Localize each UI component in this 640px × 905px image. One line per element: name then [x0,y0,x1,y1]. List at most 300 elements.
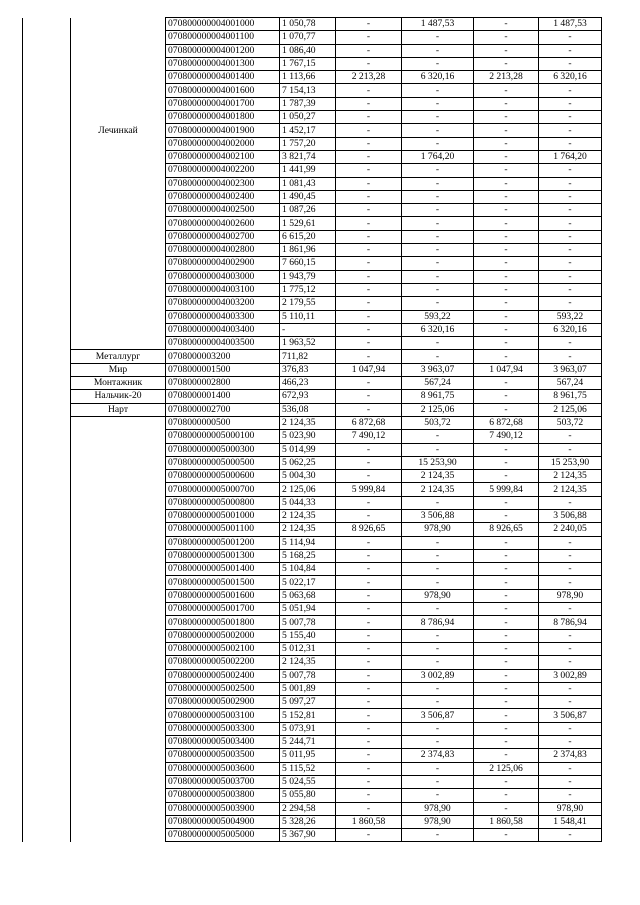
org-name-cell [71,549,166,562]
value-1-cell: 1 767,15 [280,57,336,70]
value-3-cell: 6 320,16 [402,323,474,336]
value-2-cell: - [336,204,402,217]
value-1-cell: 5 063,68 [280,589,336,602]
table-row [23,470,602,483]
value-5-cell: 2 125,06 [539,403,602,416]
value-5-cell: 1 487,53 [539,18,602,31]
code-cell: 070800000005001700 [166,603,280,616]
row-margin-cell [23,656,71,669]
org-name-cell: Металлург [71,350,166,363]
value-1-cell: 5 001,89 [280,682,336,695]
value-1-cell: 5 097,27 [280,696,336,709]
value-3-cell: - [402,57,474,70]
value-5-cell: 2 374,83 [539,749,602,762]
value-4-cell: - [474,682,539,695]
row-margin-cell [23,377,71,390]
value-1-cell: 536,08 [280,403,336,416]
row-margin-cell [23,589,71,602]
code-cell: 070800000005001400 [166,563,280,576]
row-margin-cell [23,416,71,429]
value-4-cell: - [474,709,539,722]
table-row [23,775,602,788]
org-name-cell [71,802,166,815]
org-name-cell [71,150,166,163]
value-5-cell: - [539,430,602,443]
value-4-cell: - [474,377,539,390]
value-4-cell: - [474,496,539,509]
value-3-cell: - [402,244,474,257]
code-cell: 070800000005003700 [166,775,280,788]
value-3-cell: - [402,111,474,124]
value-4-cell: - [474,310,539,323]
value-1-cell: 466,23 [280,377,336,390]
code-cell: 070800000004003100 [166,283,280,296]
value-1-cell: 1 775,12 [280,283,336,296]
value-4-cell: - [474,204,539,217]
value-3-cell: - [402,775,474,788]
value-2-cell: - [336,696,402,709]
code-cell: 070800000005001100 [166,523,280,536]
value-2-cell: - [336,642,402,655]
value-2-cell: - [336,536,402,549]
value-1-cell: 5 024,55 [280,775,336,788]
org-name-cell [71,762,166,775]
value-5-cell: - [539,762,602,775]
value-1-cell: 5 110,11 [280,310,336,323]
org-name-cell [71,829,166,842]
value-5-cell: 593,22 [539,310,602,323]
row-margin-cell [23,297,71,310]
code-cell: 070800000005002200 [166,656,280,669]
value-1-cell: 672,93 [280,390,336,403]
value-5-cell: 503,72 [539,416,602,429]
value-3-cell: - [402,97,474,110]
value-1-cell: 1 070,77 [280,31,336,44]
value-5-cell: - [539,563,602,576]
value-3-cell: - [402,430,474,443]
value-4-cell: 8 926,65 [474,523,539,536]
table-row [23,71,602,84]
value-3-cell: - [402,682,474,695]
org-name-cell: Нальчик-20 [71,390,166,403]
value-5-cell: - [539,656,602,669]
code-cell: 070800000004001800 [166,111,280,124]
table-row [23,509,602,522]
code-cell: 070800000005003900 [166,802,280,815]
value-2-cell: - [336,589,402,602]
value-5-cell: 3 506,87 [539,709,602,722]
value-4-cell: - [474,656,539,669]
code-cell: 070800000005002000 [166,629,280,642]
value-2-cell: - [336,57,402,70]
value-4-cell: - [474,230,539,243]
value-2-cell: - [336,722,402,735]
table-row [23,616,602,629]
value-2-cell: - [336,789,402,802]
org-name-cell [71,97,166,110]
row-margin-cell [23,190,71,203]
org-name-cell [71,470,166,483]
value-4-cell: - [474,629,539,642]
value-5-cell: - [539,97,602,110]
value-1-cell: 3 821,74 [280,150,336,163]
code-cell: 070800000004003200 [166,297,280,310]
code-cell: 070800000004002400 [166,190,280,203]
table-row [23,563,602,576]
value-2-cell: - [336,762,402,775]
code-cell: 070800000005003400 [166,736,280,749]
value-2-cell: - [336,470,402,483]
value-4-cell: 2 213,28 [474,71,539,84]
value-5-cell: - [539,775,602,788]
table-row [23,350,602,363]
value-5-cell: 8 786,94 [539,616,602,629]
value-3-cell: - [402,629,474,642]
value-4-cell: - [474,470,539,483]
value-4-cell: - [474,297,539,310]
code-cell: 070800000004003400 [166,323,280,336]
org-name-cell [71,111,166,124]
org-name-cell [71,270,166,283]
row-margin-cell [23,283,71,296]
value-5-cell: 3 002,89 [539,669,602,682]
org-name-cell [71,190,166,203]
value-1-cell: - [280,323,336,336]
value-5-cell: - [539,190,602,203]
row-margin-cell [23,71,71,84]
row-margin-cell [23,696,71,709]
value-4-cell: 5 999,84 [474,483,539,496]
value-4-cell: - [474,603,539,616]
value-3-cell: - [402,696,474,709]
value-1-cell: 5 114,94 [280,536,336,549]
value-2-cell: - [336,310,402,323]
value-3-cell: 2 125,06 [402,403,474,416]
code-cell: 070800000005003800 [166,789,280,802]
row-margin-cell [23,403,71,416]
table-row [23,323,602,336]
value-2-cell: - [336,509,402,522]
value-5-cell: - [539,576,602,589]
row-margin-cell [23,44,71,57]
org-name-cell [71,536,166,549]
org-name-cell [71,483,166,496]
value-4-cell: - [474,456,539,469]
value-4-cell: - [474,323,539,336]
value-1-cell: 5 055,80 [280,789,336,802]
value-5-cell: - [539,217,602,230]
row-margin-cell [23,150,71,163]
row-margin-cell [23,616,71,629]
value-4-cell: - [474,802,539,815]
value-2-cell: - [336,549,402,562]
value-3-cell: 1 764,20 [402,150,474,163]
code-cell: 070800000005002500 [166,682,280,695]
org-name-cell: Мир [71,363,166,376]
row-margin-cell [23,230,71,243]
value-2-cell: - [336,616,402,629]
code-cell: 070800000005001000 [166,509,280,522]
value-3-cell: - [402,270,474,283]
value-3-cell: 2 124,35 [402,470,474,483]
value-3-cell: - [402,137,474,150]
value-1-cell: 5 007,78 [280,616,336,629]
value-5-cell: - [539,829,602,842]
value-3-cell: - [402,762,474,775]
row-margin-cell [23,350,71,363]
value-4-cell: - [474,124,539,137]
value-1-cell: 5 367,90 [280,829,336,842]
org-name-cell [71,656,166,669]
table-row [23,377,602,390]
value-1-cell: 1 963,52 [280,337,336,350]
row-margin-cell [23,642,71,655]
value-4-cell: - [474,509,539,522]
table-row [23,283,602,296]
value-2-cell: - [336,44,402,57]
value-4-cell: - [474,270,539,283]
value-5-cell: - [539,124,602,137]
value-5-cell: - [539,44,602,57]
value-4-cell: - [474,789,539,802]
value-1-cell: 1 113,66 [280,71,336,84]
value-4-cell: - [474,337,539,350]
table-row [23,270,602,283]
value-1-cell: 2 124,35 [280,656,336,669]
value-4-cell: - [474,616,539,629]
table-row [23,722,602,735]
value-3-cell: - [402,536,474,549]
value-1-cell: 7 660,15 [280,257,336,270]
value-2-cell: 1 860,58 [336,815,402,828]
code-cell: 070800000005000300 [166,443,280,456]
table-row [23,536,602,549]
table-row [23,629,602,642]
row-margin-cell [23,749,71,762]
value-4-cell: - [474,244,539,257]
code-cell: 0708000000500 [166,416,280,429]
value-5-cell: - [539,111,602,124]
code-cell: 070800000004001100 [166,31,280,44]
row-margin-cell [23,363,71,376]
data-table [22,17,602,842]
value-1-cell: 5 014,99 [280,443,336,456]
value-1-cell: 1 050,27 [280,111,336,124]
value-5-cell: - [539,536,602,549]
code-cell: 070800000005000500 [166,456,280,469]
value-4-cell: - [474,137,539,150]
table-row [23,111,602,124]
table-row [23,150,602,163]
value-2-cell: - [336,390,402,403]
row-margin-cell [23,536,71,549]
value-3-cell: 978,90 [402,523,474,536]
row-margin-cell [23,709,71,722]
value-1-cell: 1 081,43 [280,177,336,190]
table-row [23,230,602,243]
code-cell: 070800000004002800 [166,244,280,257]
value-1-cell: 1 087,26 [280,204,336,217]
row-margin-cell [23,124,71,137]
value-2-cell: - [336,775,402,788]
value-2-cell: - [336,164,402,177]
org-name-cell [71,736,166,749]
table-row [23,31,602,44]
org-name-cell [71,456,166,469]
value-3-cell: - [402,789,474,802]
code-cell: 070800000004001600 [166,84,280,97]
value-2-cell: - [336,377,402,390]
code-cell: 070800000004002100 [166,150,280,163]
table-row [23,736,602,749]
value-3-cell: - [402,217,474,230]
table-row [23,603,602,616]
value-3-cell: 15 253,90 [402,456,474,469]
value-4-cell: 2 125,06 [474,762,539,775]
value-3-cell: - [402,230,474,243]
org-name-cell: Нарт [71,403,166,416]
row-margin-cell [23,31,71,44]
value-2-cell: - [336,337,402,350]
value-1-cell: 5 328,26 [280,815,336,828]
table-row [23,164,602,177]
value-3-cell: - [402,496,474,509]
value-2-cell: 6 872,68 [336,416,402,429]
value-3-cell: 503,72 [402,416,474,429]
value-5-cell: - [539,84,602,97]
row-margin-cell [23,736,71,749]
value-3-cell: 2 374,83 [402,749,474,762]
value-3-cell: - [402,84,474,97]
row-margin-cell [23,443,71,456]
value-5-cell: 3 506,88 [539,509,602,522]
value-4-cell: - [474,57,539,70]
value-5-cell: - [539,642,602,655]
value-3-cell: - [402,190,474,203]
table-row [23,18,602,31]
value-1-cell: 1 943,79 [280,270,336,283]
value-3-cell: 1 487,53 [402,18,474,31]
table-row [23,363,602,376]
table-row [23,244,602,257]
org-name-cell [71,722,166,735]
value-1-cell: 5 168,25 [280,549,336,562]
row-margin-cell [23,775,71,788]
value-2-cell: 1 047,94 [336,363,402,376]
value-4-cell: 7 490,12 [474,430,539,443]
value-1-cell: 1 757,20 [280,137,336,150]
value-3-cell: 2 124,35 [402,483,474,496]
table-row [23,523,602,536]
code-cell: 070800000004002600 [166,217,280,230]
value-2-cell: - [336,217,402,230]
org-name-cell [71,323,166,336]
code-cell: 0708000001500 [166,363,280,376]
row-margin-cell [23,217,71,230]
code-cell: 070800000004001200 [166,44,280,57]
value-5-cell: 1 764,20 [539,150,602,163]
value-1-cell: 2 124,35 [280,523,336,536]
code-cell: 070800000005002900 [166,696,280,709]
value-2-cell: - [336,150,402,163]
row-margin-cell [23,629,71,642]
value-2-cell: 7 490,12 [336,430,402,443]
value-2-cell: - [336,97,402,110]
value-3-cell: 978,90 [402,589,474,602]
value-2-cell: - [336,456,402,469]
value-5-cell: - [539,270,602,283]
org-name-cell [71,523,166,536]
org-name-cell [71,31,166,44]
value-1-cell: 5 011,95 [280,749,336,762]
value-1-cell: 711,82 [280,350,336,363]
value-5-cell: - [539,496,602,509]
code-cell: 070800000004002900 [166,257,280,270]
value-5-cell: - [539,629,602,642]
org-name-cell [71,204,166,217]
row-margin-cell [23,137,71,150]
row-margin-cell [23,603,71,616]
value-1-cell: 5 004,30 [280,470,336,483]
value-2-cell: - [336,403,402,416]
org-name-cell [71,297,166,310]
value-4-cell: 1 047,94 [474,363,539,376]
value-2-cell: - [336,629,402,642]
org-name-cell [71,71,166,84]
row-margin-cell [23,470,71,483]
value-5-cell: 3 963,07 [539,363,602,376]
code-cell: 0708000003200 [166,350,280,363]
value-3-cell: - [402,44,474,57]
value-2-cell: - [336,682,402,695]
value-5-cell: 15 253,90 [539,456,602,469]
row-margin-cell [23,815,71,828]
table-row [23,443,602,456]
value-5-cell: - [539,283,602,296]
value-3-cell: 8 961,75 [402,390,474,403]
value-2-cell: - [336,137,402,150]
org-name-cell [71,696,166,709]
value-4-cell: 6 872,68 [474,416,539,429]
org-name-cell [71,775,166,788]
row-margin-cell [23,722,71,735]
value-1-cell: 1 490,45 [280,190,336,203]
value-4-cell: - [474,217,539,230]
row-margin-cell [23,669,71,682]
org-name-cell [71,443,166,456]
row-margin-cell [23,456,71,469]
code-cell: 070800000004001300 [166,57,280,70]
table-row [23,390,602,403]
row-margin-cell [23,244,71,257]
table-row [23,496,602,509]
value-4-cell: - [474,97,539,110]
value-5-cell: - [539,682,602,695]
code-cell: 070800000004002200 [166,164,280,177]
org-name-cell [71,603,166,616]
value-3-cell: - [402,177,474,190]
value-2-cell: - [336,18,402,31]
code-cell: 070800000005001200 [166,536,280,549]
code-cell: 070800000005000100 [166,430,280,443]
code-cell: 070800000004002500 [166,204,280,217]
value-2-cell: - [336,111,402,124]
value-1-cell: 5 115,52 [280,762,336,775]
org-name-cell [71,629,166,642]
org-name-cell: Монтажник [71,377,166,390]
table-row [23,483,602,496]
table-row [23,57,602,70]
